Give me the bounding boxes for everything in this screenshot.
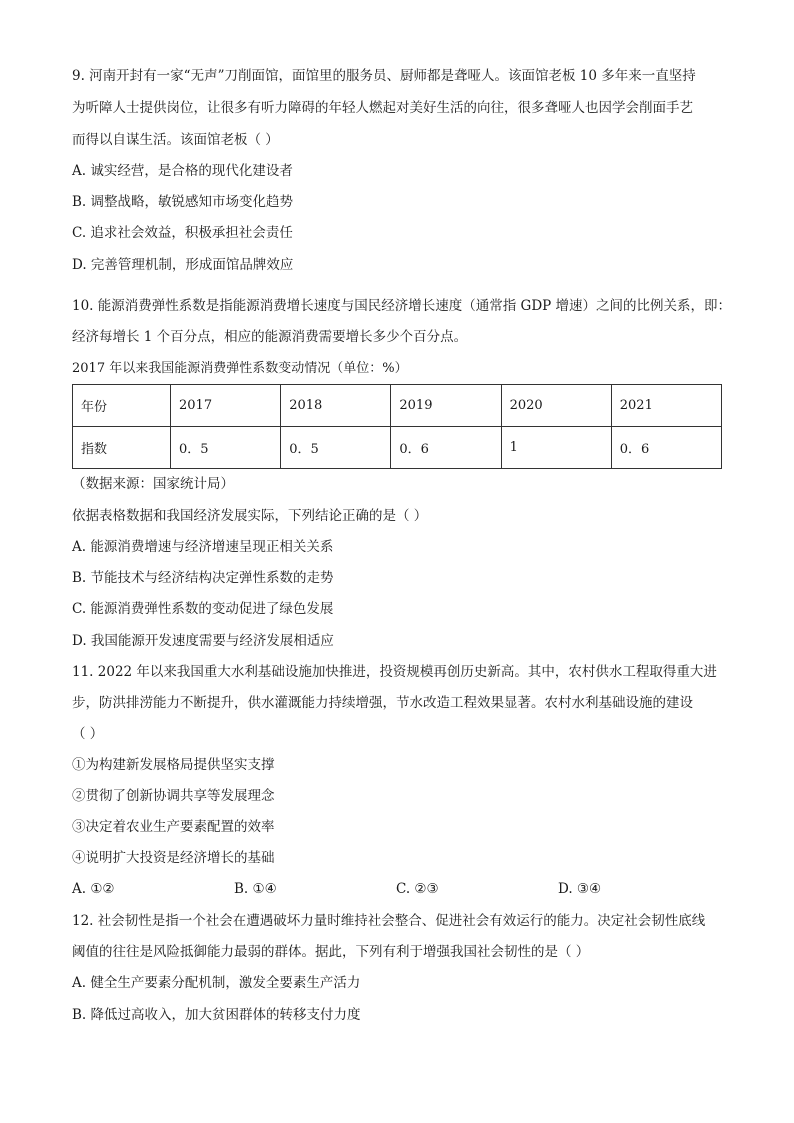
q10-option-d: D. 我国能源开发速度需要与经济发展相适应: [72, 633, 334, 649]
q10-option-b: B. 节能技术与经济结构决定弹性系数的走势: [72, 570, 334, 586]
q11-statement-2: ②贯彻了创新协调共享等发展理念: [72, 788, 275, 804]
q9-stem-line-1: 9. 河南开封有一家“无声”刀削面馆，面馆里的服务员、厨师都是聋哑人。该面馆老板 10 多年来一直坚持: [72, 68, 696, 84]
q12-option-a: A. 健全生产要素分配机制，激发全要素生产活力: [72, 975, 361, 991]
table-cell: 年份: [73, 385, 171, 427]
q10-stem-line-2: 经济每增长 1 个百分点，相应的能源消费需要增长多少个百分点。: [72, 329, 468, 345]
q9-option-c: C. 追求社会效益，积极承担社会责任: [72, 225, 293, 241]
q11-statement-3: ③决定着农业生产要素配置的效率: [72, 819, 275, 835]
table-cell: 2017: [171, 385, 281, 427]
energy-elasticity-table: [72, 384, 722, 469]
q9-stem-line-2: 为听障人士提供岗位，让很多有听力障碍的年轻人燃起对美好生活的向往，很多聋哑人也因学会削面手艺: [72, 100, 693, 116]
table-cell: 2021: [611, 385, 721, 427]
q11-choice-d: D. ③④: [558, 881, 602, 897]
q11-stem-line-2: 步，防洪排涝能力不断提升，供水灌溉能力持续增强，节水改造工程效果显著。农村水利基础设施的建设: [72, 695, 693, 711]
table-row: [73, 427, 722, 469]
q12-option-b: B. 降低过高收入，加大贫困群体的转移支付力度: [72, 1007, 361, 1023]
q9-stem-line-3: 而得以自谋生活。该面馆老板（ ）: [72, 132, 279, 148]
q10-data-source: （数据来源：国家统计局）: [72, 476, 234, 492]
table-cell: 2020: [501, 385, 611, 427]
table-cell: 0．6: [611, 427, 721, 469]
q10-table-title: 2017 年以来我国能源消费弹性系数变动情况（单位：%）: [72, 361, 408, 376]
q9-option-a: A. 诚实经营，是合格的现代化建设者: [72, 163, 293, 179]
q11-choice-c: C. ②③: [396, 881, 439, 897]
q10-prompt: 依据表格数据和我国经济发展实际，下列结论正确的是（ ）: [72, 508, 428, 524]
table-cell: 0．5: [171, 427, 281, 469]
q11-stem-line-1: 11. 2022 年以来我国重大水利基础设施加快推进，投资规模再创历史新高。其中，农村供水工程取得重大进: [72, 664, 717, 680]
table-header-row: [73, 385, 722, 427]
table-cell: 2019: [391, 385, 501, 427]
q9-option-b: B. 调整战略，敏锐感知市场变化趋势: [72, 194, 294, 210]
table-cell: 0．5: [281, 427, 391, 469]
q12-stem-line-2: 阈值的往往是风险抵御能力最弱的群体。据此，下列有利于增强我国社会韧性的是（ ）: [72, 944, 590, 960]
table-cell: 2018: [281, 385, 391, 427]
q12-stem-line-1: 12. 社会韧性是指一个社会在遭遇破坏力量时维持社会整合、促进社会有效运行的能力。决定社会韧性底线: [72, 913, 706, 929]
q10-option-c: C. 能源消费弹性系数的变动促进了绿色发展: [72, 601, 334, 617]
q11-statement-4: ④说明扩大投资是经济增长的基础: [72, 850, 275, 866]
table-cell: 1: [501, 427, 611, 469]
q11-statement-1: ①为构建新发展格局提供坚实支撑: [72, 757, 275, 773]
q11-choice-b: B. ①④: [234, 881, 277, 897]
table-cell: 0．6: [391, 427, 501, 469]
table-cell: 指数: [73, 427, 171, 469]
q9-option-d: D. 完善管理机制，形成面馆品牌效应: [72, 257, 294, 273]
q10-option-a: A. 能源消费增速与经济增速呈现正相关关系: [72, 539, 334, 555]
q11-choice-a: A. ①②: [72, 881, 115, 897]
q10-stem-line-1: 10. 能源消费弹性系数是指能源消费增长速度与国民经济增长速度（通常指 GDP 增速）之间的比例关系，即：: [72, 298, 732, 314]
q11-stem-line-3: （ ）: [72, 726, 104, 742]
